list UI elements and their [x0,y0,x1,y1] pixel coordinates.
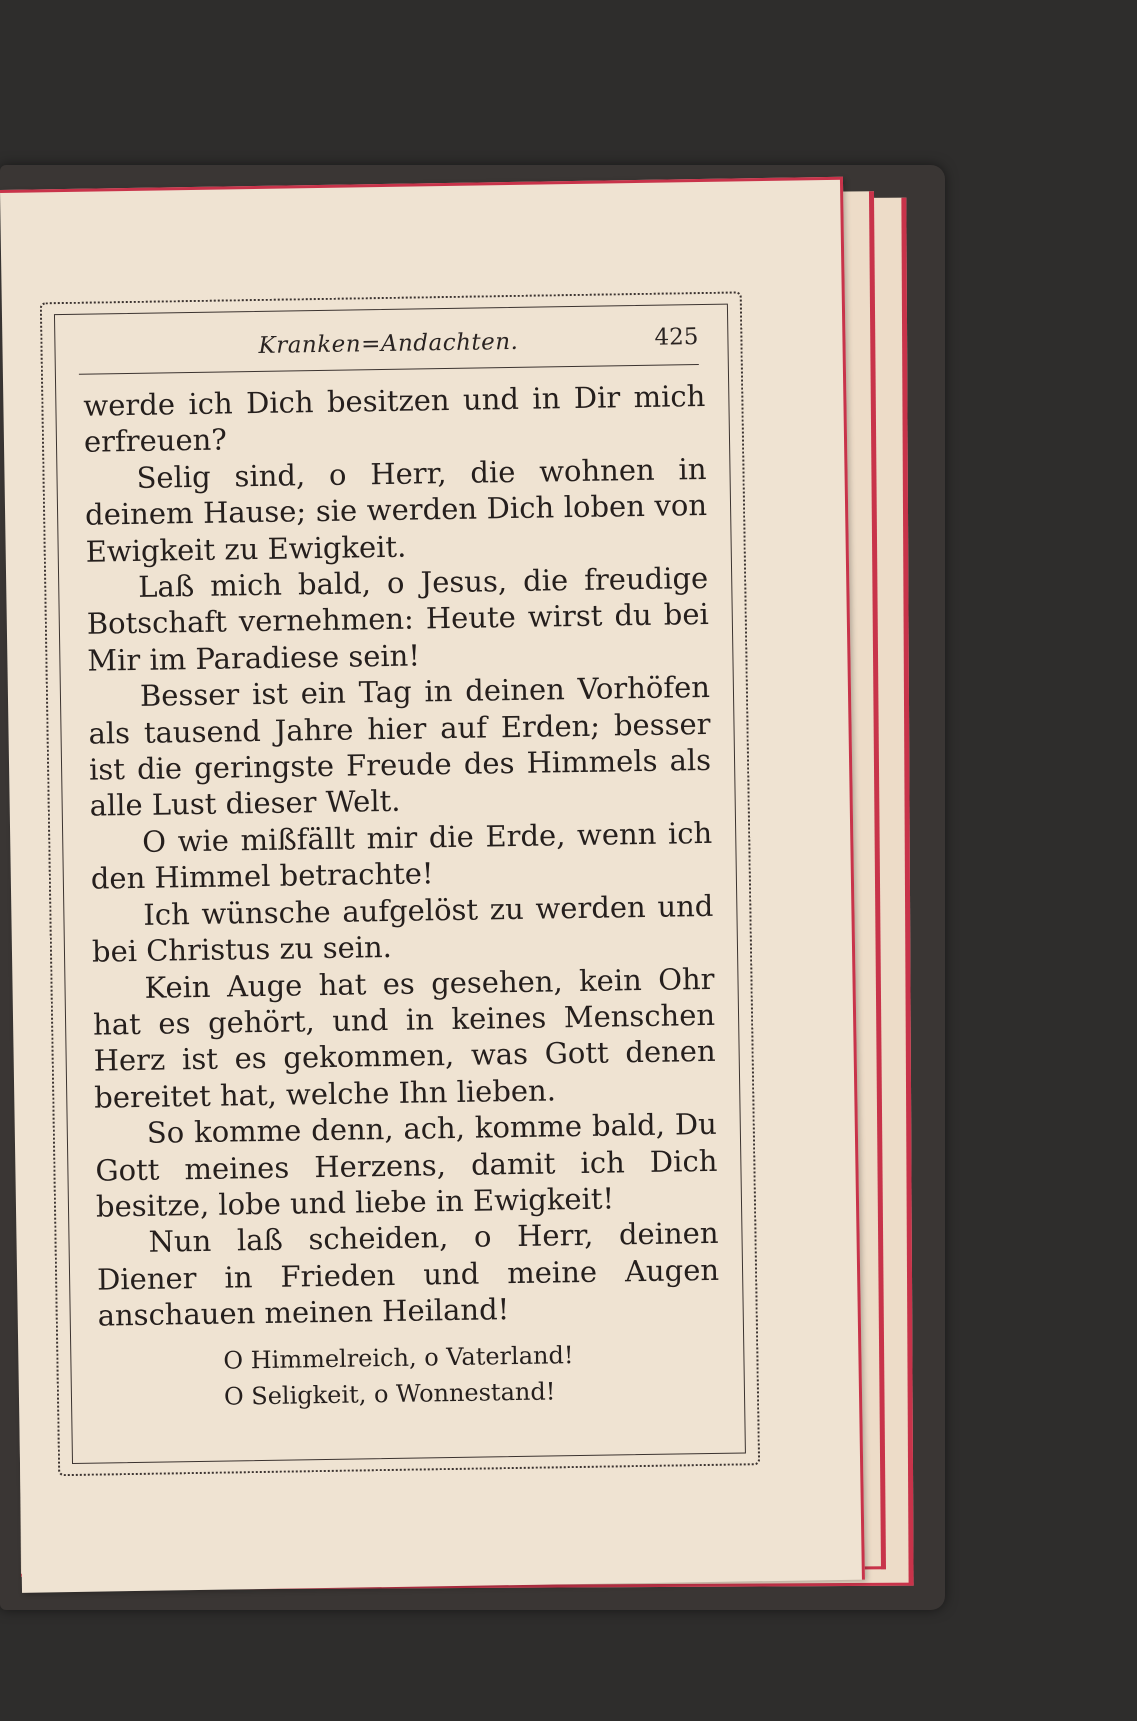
page-number: 425 [654,324,699,351]
book-page [0,177,865,1593]
paragraph: Nun laß scheiden, o Herr, deinen Diener in Frieden und meine Augen anschauen meinen Heiland! [96,1216,720,1333]
body-text [83,378,721,1416]
running-title: Kranken=Andachten. [258,328,519,359]
paragraph: Besser ist ein Tag in deinen Vorhöfen als tausend Jahre hier auf Erden; besser ist die geringste Freude des Himmels als alle Lust dieser Welt. [88,670,712,824]
paragraph: O wie mißfällt mir die Erde, wenn ich den Himmel betrachte! [90,815,713,896]
paragraph: Ich wünsche aufgelöst zu werden und bei Christus zu sein. [91,888,714,969]
paragraph: werde ich Dich besitzen und in Dir mich erfreuen? [83,378,706,460]
closing-verse [223,1334,721,1414]
paragraph: Laß mich bald, o Jesus, die freudige Botschaft vernehmen: Heute wirst du bei Mir im Paradiese sein! [86,560,710,678]
paragraph: So komme denn, ach, komme bald, Du Gott meines Herzens, damit ich Dich besitze, lobe und liebe in Ewigkeit! [95,1106,718,1224]
paragraph: Selig sind, o Herr, die wohnen in deinem Hause; sie werden Dich loben von Ewigkeit zu Ewigkeit. [84,451,708,569]
verse-line: O Himmelreich, o Vaterland! [223,1340,574,1375]
verse-line: O Seligkeit, o Wonnestand! [223,1376,556,1411]
paragraph: Kein Auge hat es gesehen, kein Ohr hat es gehört, und in keines Menschen Herz ist es gekommen, was Gott denen bereitet hat, welche Ihn lieben. [92,961,716,1115]
